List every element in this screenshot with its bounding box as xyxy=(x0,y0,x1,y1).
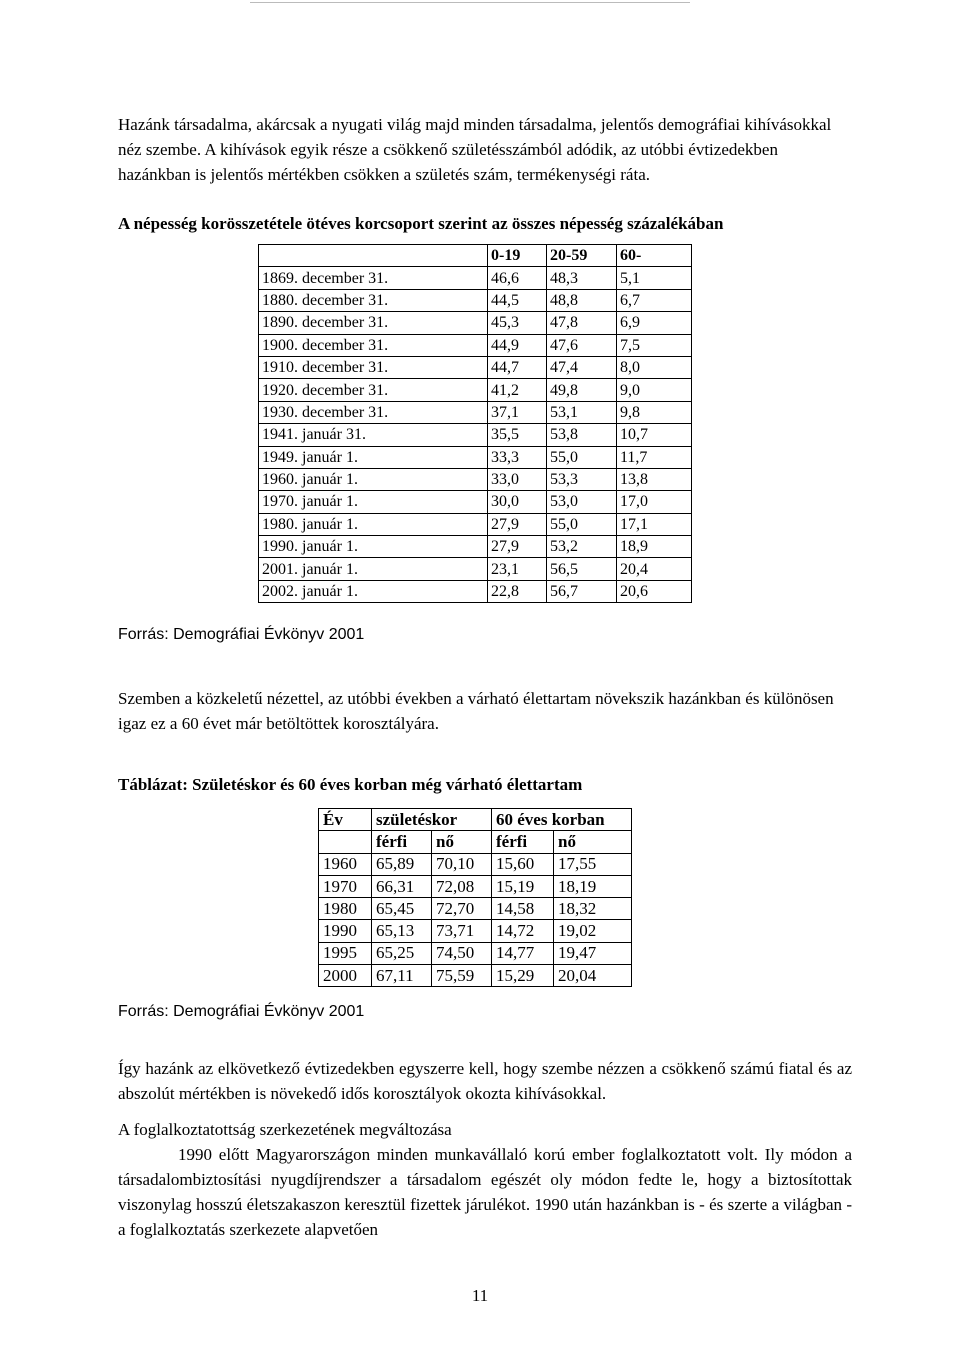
table-cell: 47,4 xyxy=(547,356,617,378)
table-cell: 66,31 xyxy=(372,875,432,897)
table-cell: 65,89 xyxy=(372,853,432,875)
table-cell: 27,9 xyxy=(488,513,547,535)
table-cell: 23,1 xyxy=(488,558,547,580)
table-row xyxy=(259,580,692,602)
table-cell: 55,0 xyxy=(547,446,617,468)
table-cell: 17,0 xyxy=(617,491,692,513)
table-cell: 48,8 xyxy=(547,289,617,311)
life-expectancy-table xyxy=(318,808,632,987)
table-cell: 15,19 xyxy=(492,875,554,897)
table-cell: 53,2 xyxy=(547,536,617,558)
table-cell: 33,0 xyxy=(488,468,547,490)
table-cell: 1890. december 31. xyxy=(259,312,488,334)
table-cell: 44,5 xyxy=(488,289,547,311)
table-cell: 55,0 xyxy=(547,513,617,535)
table-cell: 18,19 xyxy=(554,875,632,897)
table-cell: 37,1 xyxy=(488,401,547,423)
table-row xyxy=(319,942,632,964)
table-row xyxy=(259,289,692,311)
table-row xyxy=(259,513,692,535)
population-table-body xyxy=(259,267,692,603)
table-cell: 2001. január 1. xyxy=(259,558,488,580)
table-cell: 1910. december 31. xyxy=(259,356,488,378)
life-table-title: Táblázat: Születéskor és 60 éves korban még várható élettartam xyxy=(118,775,583,794)
table-cell: 48,3 xyxy=(547,267,617,289)
table-row xyxy=(259,468,692,490)
table-cell: 75,59 xyxy=(432,965,492,987)
table-cell: 1949. január 1. xyxy=(259,446,488,468)
table-cell: 53,0 xyxy=(547,491,617,513)
table-cell: 19,47 xyxy=(554,942,632,964)
table-cell: 35,5 xyxy=(488,424,547,446)
table-cell: 17,1 xyxy=(617,513,692,535)
table-cell: 2000 xyxy=(319,965,372,987)
table-cell: 1920. december 31. xyxy=(259,379,488,401)
table-cell: 13,8 xyxy=(617,468,692,490)
life-header-cell: 60 éves korban xyxy=(492,809,632,831)
table-cell: 45,3 xyxy=(488,312,547,334)
table-row xyxy=(319,853,632,875)
table-row xyxy=(259,424,692,446)
table-cell: 9,8 xyxy=(617,401,692,423)
page-number: 11 xyxy=(471,1286,489,1305)
life-header-cell xyxy=(319,831,372,853)
top-rule xyxy=(250,2,690,3)
middle-paragraph: Szemben a közkeletű nézettel, az utóbbi években a várható élettartam növekszik hazánkban és különösen igaz ez a 60 évet már betöltöttek korosztályára. xyxy=(118,689,834,733)
table-row xyxy=(319,875,632,897)
table-cell: 14,58 xyxy=(492,898,554,920)
table-cell: 10,7 xyxy=(617,424,692,446)
table-cell: 72,08 xyxy=(432,875,492,897)
population-header-cell: 60- xyxy=(617,245,692,267)
population-table xyxy=(258,244,692,603)
table-cell: 1900. december 31. xyxy=(259,334,488,356)
table-cell: 30,0 xyxy=(488,491,547,513)
life-subheader-cell: nő xyxy=(432,831,492,853)
table-cell: 20,04 xyxy=(554,965,632,987)
table-row xyxy=(319,898,632,920)
table-cell: 11,7 xyxy=(617,446,692,468)
table-row xyxy=(259,312,692,334)
table-cell: 65,25 xyxy=(372,942,432,964)
table-cell: 1970. január 1. xyxy=(259,491,488,513)
section-title: A foglalkoztatottság szerkezetének megváltozása xyxy=(118,1120,452,1139)
table-cell: 15,60 xyxy=(492,853,554,875)
table-cell: 65,45 xyxy=(372,898,432,920)
table-row xyxy=(259,334,692,356)
table-cell: 1960 xyxy=(319,853,372,875)
table-cell: 72,70 xyxy=(432,898,492,920)
table-cell: 6,7 xyxy=(617,289,692,311)
table-cell: 41,2 xyxy=(488,379,547,401)
population-table-title: A népesség korösszetétele ötéves korcsoport szerint az összes népesség százalékában xyxy=(118,214,724,233)
table-row xyxy=(259,401,692,423)
table-cell: 1930. december 31. xyxy=(259,401,488,423)
table-cell: 67,11 xyxy=(372,965,432,987)
table-cell: 56,5 xyxy=(547,558,617,580)
life-table-subheader-row xyxy=(319,831,632,853)
table-cell: 53,1 xyxy=(547,401,617,423)
life-header-cell: Év xyxy=(319,809,372,831)
table-cell: 65,13 xyxy=(372,920,432,942)
table-cell: 27,9 xyxy=(488,536,547,558)
table-cell: 44,7 xyxy=(488,356,547,378)
table-cell: 47,6 xyxy=(547,334,617,356)
table-row xyxy=(259,536,692,558)
population-header-cell: 0-19 xyxy=(488,245,547,267)
table-cell: 2002. január 1. xyxy=(259,580,488,602)
table-cell: 18,32 xyxy=(554,898,632,920)
table-cell: 74,50 xyxy=(432,942,492,964)
table-cell: 44,9 xyxy=(488,334,547,356)
table-cell: 49,8 xyxy=(547,379,617,401)
table-cell: 33,3 xyxy=(488,446,547,468)
table-row xyxy=(319,920,632,942)
life-source: Forrás: Demográfiai Évkönyv 2001 xyxy=(118,1003,365,1020)
table-cell: 1869. december 31. xyxy=(259,267,488,289)
table-cell: 17,55 xyxy=(554,853,632,875)
table-cell: 20,6 xyxy=(617,580,692,602)
table-cell: 46,6 xyxy=(488,267,547,289)
table-cell: 1960. január 1. xyxy=(259,468,488,490)
table-cell: 20,4 xyxy=(617,558,692,580)
table-cell: 1990 xyxy=(319,920,372,942)
table-cell: 53,3 xyxy=(547,468,617,490)
life-header-cell: születéskor xyxy=(372,809,492,831)
table-cell: 18,9 xyxy=(617,536,692,558)
table-cell: 70,10 xyxy=(432,853,492,875)
table-cell: 1980 xyxy=(319,898,372,920)
table-row xyxy=(259,558,692,580)
table-cell: 47,8 xyxy=(547,312,617,334)
population-source: Forrás: Demográfiai Évkönyv 2001 xyxy=(118,626,365,643)
life-subheader-cell: férfi xyxy=(492,831,554,853)
table-cell: 53,8 xyxy=(547,424,617,446)
table-cell: 1880. december 31. xyxy=(259,289,488,311)
table-row xyxy=(259,379,692,401)
life-table-body xyxy=(319,853,632,987)
table-cell: 73,71 xyxy=(432,920,492,942)
population-header-cell: 20-59 xyxy=(547,245,617,267)
table-row xyxy=(319,965,632,987)
table-cell: 19,02 xyxy=(554,920,632,942)
table-cell: 1990. január 1. xyxy=(259,536,488,558)
table-row xyxy=(259,491,692,513)
table-cell: 6,9 xyxy=(617,312,692,334)
table-cell: 7,5 xyxy=(617,334,692,356)
table-row xyxy=(259,446,692,468)
table-cell: 1970 xyxy=(319,875,372,897)
table-cell: 1980. január 1. xyxy=(259,513,488,535)
table-cell: 1941. január 31. xyxy=(259,424,488,446)
population-header-cell xyxy=(259,245,488,267)
life-subheader-cell: nő xyxy=(554,831,632,853)
table-cell: 22,8 xyxy=(488,580,547,602)
intro-paragraph: Hazánk társadalma, akárcsak a nyugati világ majd minden társadalma, jelentős demográfiai kihívásokkal néz szembe. A kihívások egyik része a csökkenő születésszámból adódik, az utóbbi évtizedekben hazánkban is jelentős mértékben csökken a születés szám, termékenységi ráta. xyxy=(118,115,832,184)
table-cell: 1995 xyxy=(319,942,372,964)
life-table-header-row xyxy=(319,809,632,831)
table-cell: 15,29 xyxy=(492,965,554,987)
table-row xyxy=(259,356,692,378)
table-cell: 5,1 xyxy=(617,267,692,289)
table-row xyxy=(259,267,692,289)
table-cell: 56,7 xyxy=(547,580,617,602)
closing-paragraph: Így hazánk az elkövetkező évtizedekben egyszerre kell, hogy szembe nézzen a csökkenő számú fiatal és az abszolút mértékben is növekedő idős korosztályok okozta kihívásokkal. xyxy=(118,1059,852,1103)
population-table-header-row xyxy=(259,245,692,267)
table-cell: 8,0 xyxy=(617,356,692,378)
section-paragraph: 1990 előtt Magyarországon minden munkavállaló korú ember foglalkoztatott volt. Ily módon a társadalombiztosítási nyugdíjrendszer a társadalom egészét oly módon fedte le, hogy a biztosítottak viszonylag hosszú életszakaszon keresztül fizettek járulékot. 1990 után hazánkban is - és szerte a világban - a foglalkoztatás szerkezete alapvetően xyxy=(118,1145,852,1239)
table-cell: 14,77 xyxy=(492,942,554,964)
table-cell: 9,0 xyxy=(617,379,692,401)
table-cell: 14,72 xyxy=(492,920,554,942)
life-subheader-cell: férfi xyxy=(372,831,432,853)
